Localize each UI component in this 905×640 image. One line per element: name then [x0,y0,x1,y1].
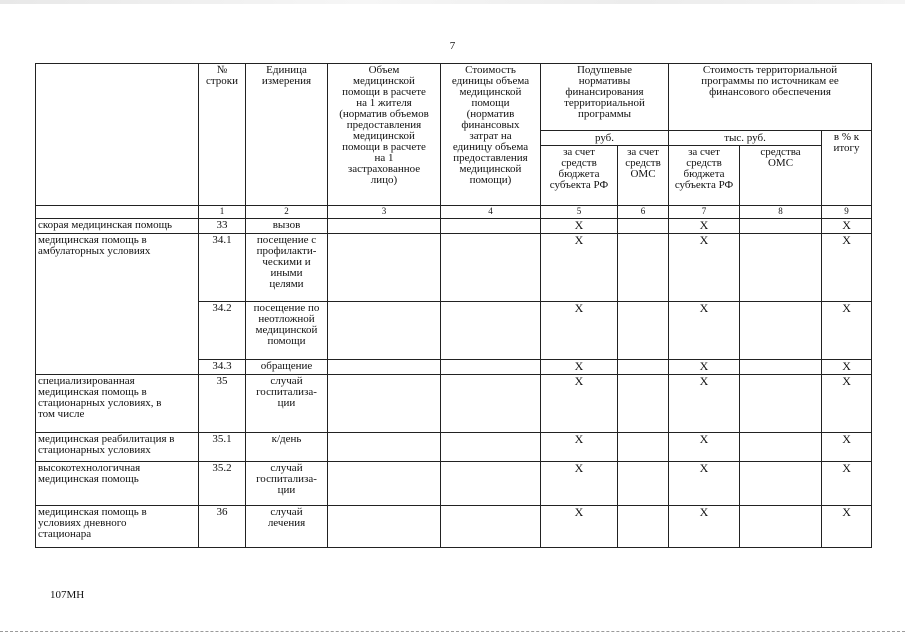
column-number: 6 [618,206,669,219]
row-line-no: 35 [199,375,246,433]
header-budget: за счет средств бюджета субъекта РФ [541,146,618,206]
row-oms-funds [740,433,822,462]
row-volume [328,219,441,234]
table-row [36,462,872,506]
header-oms-short: за счет средств ОМС [618,146,669,206]
row-unit: обращение [246,360,328,375]
table-row [36,433,872,462]
row-budget-thous-mark: Х [669,219,740,234]
row-percent-mark: Х [822,360,872,375]
header-budget-thous: за счет средств бюджета субъекта РФ [669,146,740,206]
row-unit: к/день [246,433,328,462]
row-line-no: 34.2 [199,302,246,360]
row-cost [441,302,541,360]
row-name: медицинская помощь в условиях дневного стационара [36,506,199,548]
row-percent-mark: Х [822,375,872,433]
row-budget-thous-mark: Х [669,462,740,506]
row-oms [618,375,669,433]
row-percent-mark: Х [822,234,872,302]
row-oms-funds [740,302,822,360]
row-cost [441,462,541,506]
row-name: скорая медицинская помощь [36,219,199,234]
row-unit: вызов [246,219,328,234]
column-number: 4 [441,206,541,219]
header-oms-funds: средства ОМС [740,146,822,206]
row-budget-mark: Х [541,375,618,433]
row-cost [441,375,541,433]
row-volume [328,234,441,302]
table-row [36,219,872,234]
row-budget-thous-mark: Х [669,433,740,462]
row-volume [328,433,441,462]
header-unit: Единица измерения [246,64,328,206]
header-volume: Объем медицинской помощи в расчете на 1 жителя (норматив объемов предоставления медицинской помощи в расчете на 1 застрахованное лицо) [328,64,441,206]
page-number: 7 [449,40,456,52]
header-program-cost: Стоимость территориальной программы по источникам ее финансового обеспечения [669,64,872,131]
row-oms-funds [740,462,822,506]
row-budget-mark: Х [541,219,618,234]
row-oms [618,234,669,302]
row-budget-thous-mark: Х [669,375,740,433]
row-budget-mark: Х [541,462,618,506]
row-volume [328,302,441,360]
header-rub: руб. [541,131,669,146]
row-cost [441,219,541,234]
row-cost [441,506,541,548]
header-name-cell [36,64,199,206]
column-number: 5 [541,206,618,219]
header-line-no: № строки [199,64,246,206]
row-budget-thous-mark: Х [669,302,740,360]
row-name: медицинская реабилитация в стационарных условиях [36,433,199,462]
row-percent-mark: Х [822,506,872,548]
row-oms-funds [740,375,822,433]
norms-table [35,63,872,548]
row-cost [441,234,541,302]
document-code: 107МН [50,589,85,601]
column-number-empty [36,206,199,219]
row-volume [328,506,441,548]
row-unit: случай госпитализа- ции [246,462,328,506]
row-oms-funds [740,360,822,375]
row-budget-mark: Х [541,302,618,360]
row-budget-mark: Х [541,433,618,462]
row-oms-funds [740,219,822,234]
row-oms-funds [740,234,822,302]
row-unit: посещение по неотложной медицинской помощи [246,302,328,360]
row-budget-mark: Х [541,506,618,548]
row-name: специализированная медицинская помощь в стационарных условиях, в том числе [36,375,199,433]
row-line-no: 34.1 [199,234,246,302]
header-percent: в % к итогу [822,131,872,206]
row-budget-thous-mark: Х [669,506,740,548]
row-percent-mark: Х [822,219,872,234]
row-oms-funds [740,506,822,548]
column-number: 1 [199,206,246,219]
column-number: 3 [328,206,441,219]
scan-bottom-edge [0,631,905,632]
header-thous-rub: тыс. руб. [669,131,822,146]
row-oms [618,302,669,360]
row-percent-mark: Х [822,462,872,506]
row-name: медицинская помощь в амбулаторных условиях [36,234,199,375]
header-cost: Стоимость единицы объема медицинской помощи (норматив финансовых затрат на единицу объема предоставления медицинской помощи) [441,64,541,206]
row-oms [618,219,669,234]
row-budget-thous-mark: Х [669,234,740,302]
row-cost [441,433,541,462]
table-row [36,375,872,433]
header-per-capita: Подушевые нормативы финансирования территориальной программы [541,64,669,131]
table-row [36,234,872,302]
row-oms [618,433,669,462]
row-budget-thous-mark: Х [669,360,740,375]
table-row [36,506,872,548]
row-volume [328,375,441,433]
row-percent-mark: Х [822,433,872,462]
row-oms [618,506,669,548]
row-cost [441,360,541,375]
row-name: высокотехнологичная медицинская помощь [36,462,199,506]
row-volume [328,462,441,506]
column-number: 8 [740,206,822,219]
row-line-no: 33 [199,219,246,234]
column-number: 9 [822,206,872,219]
row-unit: посещение с профилакти- ческими и иными целями [246,234,328,302]
row-oms [618,360,669,375]
column-numbers-row [36,206,872,219]
row-line-no: 35.1 [199,433,246,462]
row-volume [328,360,441,375]
row-budget-mark: Х [541,360,618,375]
row-percent-mark: Х [822,302,872,360]
row-line-no: 35.2 [199,462,246,506]
row-line-no: 34.3 [199,360,246,375]
column-number: 2 [246,206,328,219]
row-line-no: 36 [199,506,246,548]
row-unit: случай госпитализа- ции [246,375,328,433]
row-unit: случай лечения [246,506,328,548]
scan-top-edge [0,0,905,4]
row-oms [618,462,669,506]
row-budget-mark: Х [541,234,618,302]
column-number: 7 [669,206,740,219]
